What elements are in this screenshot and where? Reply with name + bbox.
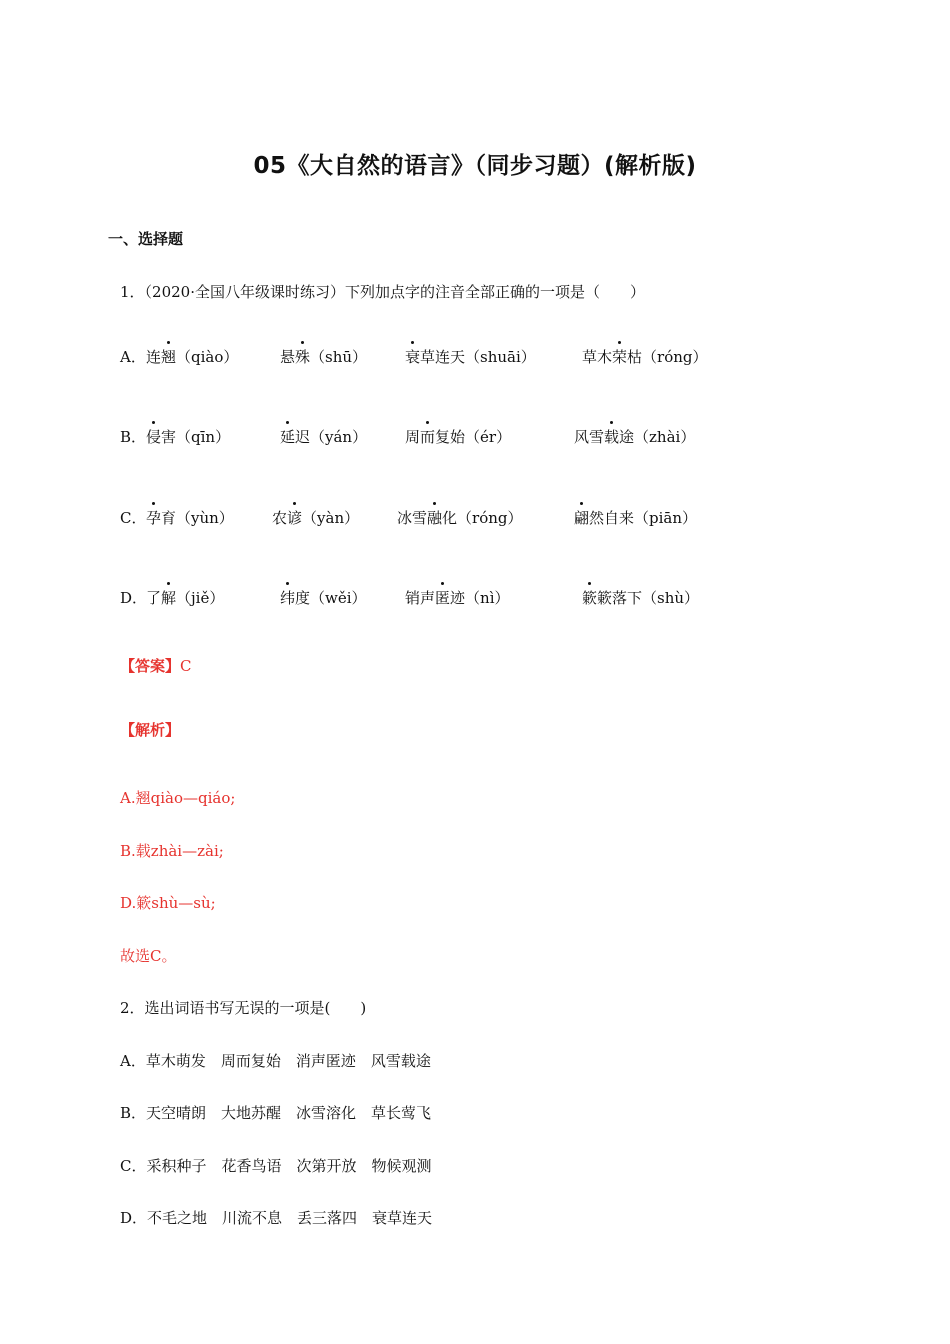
question-2-option-a: A．草木萌发 周而复始 消声匿迹 风雪载途	[120, 1052, 431, 1070]
option-item-prefix: 连	[146, 348, 162, 366]
dotted-character: 融	[427, 509, 443, 527]
option-item-suffix: 簌落下（shù）	[597, 589, 700, 607]
option-item	[574, 508, 697, 528]
option-item-suffix: 枯（róng）	[627, 348, 708, 366]
option-item-suffix: 迹（nì）	[450, 589, 510, 607]
option-item-suffix: 复始（ér）	[435, 428, 512, 446]
dotted-character: 纬	[280, 589, 296, 607]
question-1-stem: 1．（2020·全国八年级课时练习）下列加点字的注音全部正确的一项是（ ）	[120, 283, 645, 301]
option-item-suffix: 草连天（shuāi）	[420, 348, 536, 366]
dotted-character: 孕	[146, 509, 162, 527]
dotted-character: 载	[604, 428, 620, 446]
option-item-suffix: 途（zhài）	[619, 428, 696, 446]
dotted-character: 翩	[574, 509, 590, 527]
question-1-option-letter: B．	[120, 428, 147, 446]
option-item	[272, 508, 359, 528]
option-item-suffix: 育（yùn）	[161, 509, 234, 527]
option-item	[280, 588, 367, 608]
option-item-suffix: 度（wěi）	[295, 589, 367, 607]
answer-line	[120, 656, 192, 676]
option-item	[397, 508, 523, 528]
dotted-character: 而	[420, 428, 436, 446]
option-item-suffix: 然自来（piān）	[589, 509, 698, 527]
analysis-label: 【解析】	[120, 721, 181, 739]
option-item-prefix: 草木	[582, 348, 613, 366]
dotted-character: 延	[280, 428, 296, 446]
option-item-prefix: 风雪	[574, 428, 605, 446]
option-item	[146, 347, 238, 367]
question-2-option-b: B．天空晴朗 大地苏醒 冰雪溶化 草长莺飞	[120, 1104, 432, 1122]
option-item	[582, 347, 708, 367]
analysis-line: A.翘qiào—qiáo;	[120, 789, 236, 807]
question-2-option-c: C．采积种子 花香鸟语 次第开放 物候观测	[120, 1157, 432, 1175]
dotted-character: 衰	[405, 348, 421, 366]
option-item-suffix: （shū）	[310, 348, 368, 366]
option-item	[582, 588, 699, 608]
option-item-suffix: （yàn）	[302, 509, 360, 527]
option-item-prefix: 农	[272, 509, 288, 527]
option-item-prefix: 销声	[405, 589, 436, 607]
option-item-suffix: 迟（yán）	[295, 428, 368, 446]
option-item	[405, 427, 511, 447]
question-2-option-d: D．不毛之地 川流不息 丢三落四 衰草连天	[120, 1209, 433, 1227]
option-item-prefix: 悬	[280, 348, 296, 366]
question-1-option-letter: C．	[120, 509, 147, 527]
option-item-suffix: （qiào）	[176, 348, 239, 366]
dotted-character: 翘	[161, 348, 177, 366]
option-item	[146, 427, 230, 447]
option-item	[146, 588, 224, 608]
dotted-character: 匿	[435, 589, 451, 607]
dotted-character: 殊	[295, 348, 311, 366]
dotted-character: 谚	[287, 509, 303, 527]
dotted-character: 荣	[612, 348, 628, 366]
option-item-prefix: 周	[405, 428, 421, 446]
analysis-conclusion: 故选C。	[120, 947, 177, 965]
section-heading: 一、选择题	[108, 230, 184, 248]
page-title: 05《大自然的语言》（同步习题）(解析版)	[253, 153, 697, 179]
dotted-character: 簌	[582, 589, 598, 607]
option-item-prefix: 了	[146, 589, 162, 607]
option-item	[405, 588, 510, 608]
analysis-line: B.载zhài—zài;	[120, 842, 224, 860]
option-item	[405, 347, 536, 367]
option-item	[574, 427, 695, 447]
question-1-option-letter: A．	[120, 348, 146, 366]
analysis-line: D.簌shù—sù;	[120, 894, 216, 912]
answer-label: 【答案】	[120, 657, 181, 675]
dotted-character: 解	[161, 589, 177, 607]
answer-value: C	[180, 657, 192, 675]
option-item-suffix: （jiě）	[176, 589, 225, 607]
option-item	[146, 508, 234, 528]
option-item-suffix: 化（róng）	[442, 509, 523, 527]
question-2-stem: 2．选出词语书写无误的一项是( )	[120, 999, 367, 1017]
option-item	[280, 347, 367, 367]
option-item	[280, 427, 367, 447]
option-item-suffix: 害（qīn）	[161, 428, 231, 446]
option-item-prefix: 冰雪	[397, 509, 428, 527]
question-1-option-letter: D．	[120, 589, 148, 607]
dotted-character: 侵	[146, 428, 162, 446]
